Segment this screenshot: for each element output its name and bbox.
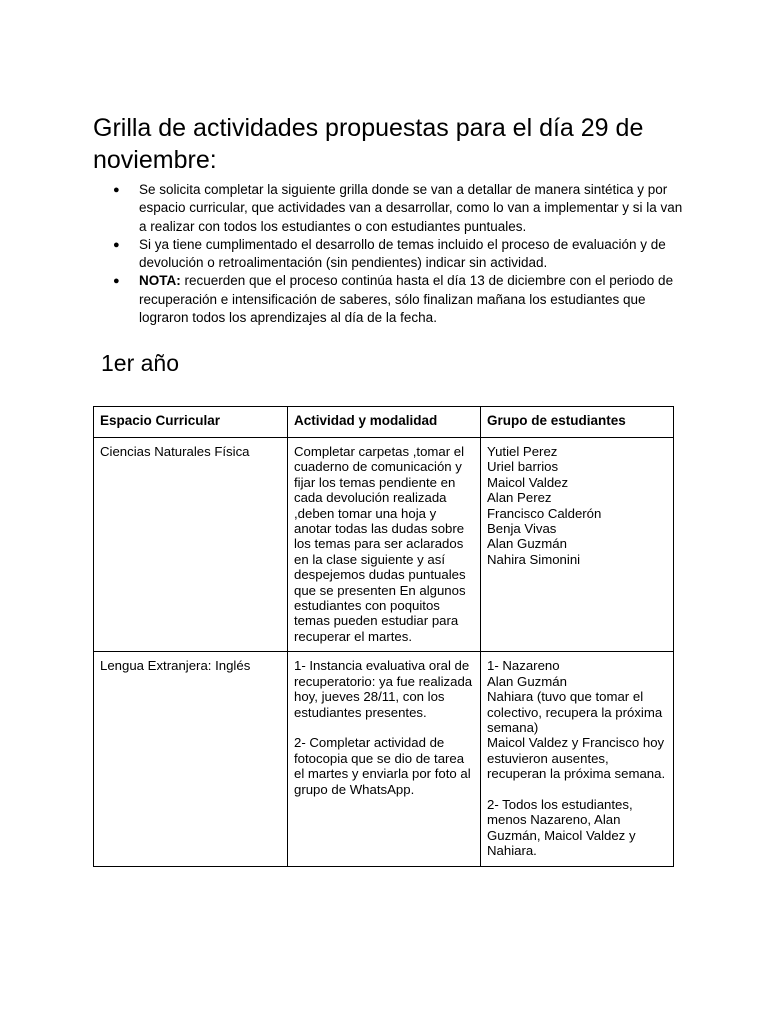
cell-line: Maicol Valdez — [487, 474, 569, 490]
cell-line: Yutiel Perez — [487, 444, 558, 459]
header-espacio-curricular: Espacio Curricular — [94, 407, 288, 438]
table-body — [94, 438, 674, 867]
section-heading: 1er año — [101, 350, 180, 376]
note-label: NOTA: — [139, 273, 181, 289]
cell-line: 1- Instancia evaluativa oral de recuperatorio: ya fue realizada hoy, jueves 28/11, con los estudiantes presentes. — [294, 658, 473, 720]
cell-line: Alan Guzmán — [487, 536, 567, 552]
cell-line: Alan Guzmán — [487, 673, 567, 689]
cell-grupo-estudiantes — [481, 652, 674, 866]
cell-line: 2- Completar actividad de fotocopia que se dio de tarea el martes y enviarla por foto al grupo de WhatsApp. — [294, 735, 471, 797]
cell-line: Maicol Valdez y Francisco hoy estuvieron ausentes, recuperan la próxima semana. — [487, 735, 666, 782]
cell-line: Francisco Calderón — [487, 505, 602, 521]
paragraph-gap — [487, 782, 667, 797]
instruction-text: Se solicita completar la siguiente grilla donde se van a detallar de manera sintética y por espacio curricular, que actividades van a desarrollar, como lo van a implementar y si la van a realizar con todos los estudiantes o con estudiantes puntuales. — [139, 182, 683, 234]
header-actividad-modalidad: Actividad y modalidad — [288, 407, 481, 438]
cell-line: Nahiara (tuvo que tomar el colectivo, recupera la próxima semana) — [487, 689, 663, 735]
cell-line: 2- Todos los estudiantes, menos Nazareno, Alan Guzmán, Maicol Valdez y Nahiara. — [487, 796, 636, 859]
cell-espacio-curricular: Ciencias Naturales Física — [94, 438, 288, 652]
instruction-text: Si ya tiene cumplimentado el desarrollo de temas incluido el proceso de evaluación y de devolución o retroalimentación (sin pendientes) indicar sin actividad. — [139, 236, 666, 271]
table-row — [94, 438, 674, 652]
paragraph-gap — [294, 720, 474, 735]
cell-espacio-curricular: Lengua Extranjera: Inglés — [94, 652, 288, 866]
instruction-item-3 — [93, 272, 683, 327]
document-title: Grilla de actividades propuestas para el día 29 de noviembre: — [93, 114, 644, 174]
cell-line: Completar carpetas ,tomar el cuaderno de comunicación y fijar los temas pendiente en cada devolución realizada ,deben tomar una hoja y anotar todas las dudas sobre los temas para ser aclarados en la clase siguiente y así despejemos dudas puntuales que se presenten En algunos estudiantes con poquitos temas pueden estudiar para recuperar el martes. — [294, 444, 466, 644]
instruction-item-2 — [93, 236, 683, 273]
note-text: recuerden que el proceso continúa hasta el día 13 de diciembre con el periodo de recuperación e intensificación de saberes, sólo finalizan mañana los estudiantes que lograron todos los aprendizajes al día de la fecha. — [139, 273, 674, 326]
cell-actividad-modalidad — [288, 438, 481, 652]
cell-line: Alan Perez — [487, 490, 552, 506]
header-grupo-estudiantes: Grupo de estudiantes — [481, 407, 674, 438]
instructions-list — [93, 181, 683, 327]
activities-table — [93, 406, 674, 867]
cell-line: 1- Nazareno — [487, 658, 560, 674]
instruction-item-1 — [93, 181, 683, 236]
table-header-row — [94, 407, 674, 438]
cell-line: Uriel barrios — [487, 459, 559, 475]
cell-actividad-modalidad — [288, 652, 481, 866]
cell-line: Benja Vivas — [487, 521, 557, 537]
cell-grupo-estudiantes — [481, 438, 674, 652]
table-row — [94, 652, 674, 866]
cell-line: Nahira Simonini — [487, 551, 581, 567]
